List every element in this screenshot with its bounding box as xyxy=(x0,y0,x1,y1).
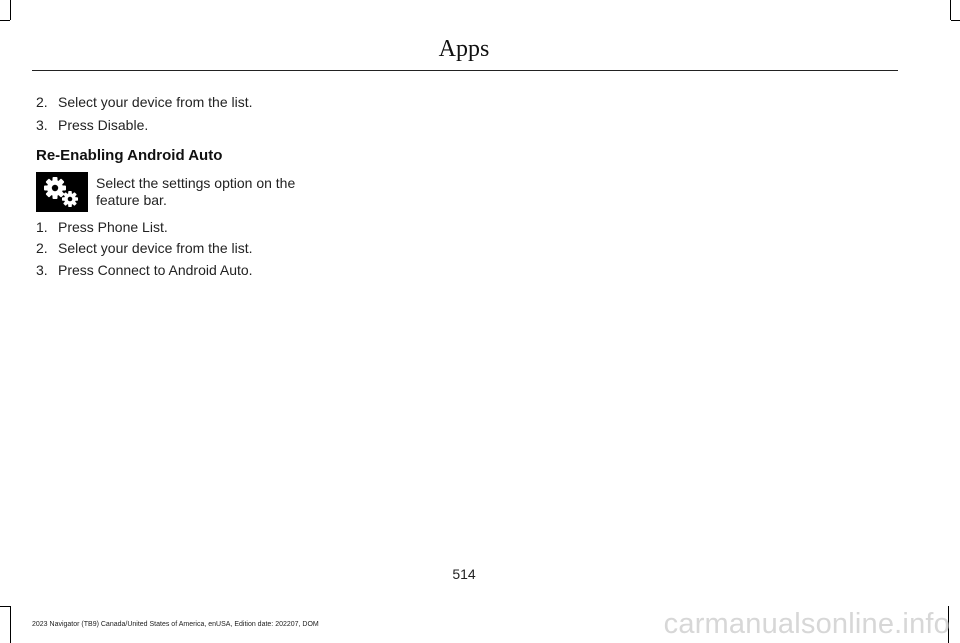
page-title: Apps xyxy=(438,36,490,62)
step-number: 3. xyxy=(36,117,48,133)
step-number: 3. xyxy=(36,262,48,278)
step-text: Press Phone List. xyxy=(58,219,168,235)
list-item xyxy=(36,219,168,235)
page-number: 514 xyxy=(452,566,476,582)
step-text: Select your device from the list. xyxy=(58,240,253,256)
section-heading: Re-Enabling Android Auto xyxy=(36,147,223,164)
crop-mark-bottom-left-v xyxy=(10,606,11,643)
crop-mark-top-left-v xyxy=(10,0,11,20)
icon-description: Select the settings option on the feature bar. xyxy=(96,175,296,208)
list-item xyxy=(36,240,253,256)
step-text: Press Disable. xyxy=(58,117,149,133)
settings-gears-icon xyxy=(36,172,88,212)
step-number: 1. xyxy=(36,219,48,235)
list-item xyxy=(36,117,148,133)
crop-mark-top-right-h xyxy=(951,20,960,21)
step-number: 2. xyxy=(36,240,48,256)
step-text: Press Connect to Android Auto. xyxy=(58,262,253,278)
crop-mark-top-left-h xyxy=(0,20,10,21)
list-item xyxy=(36,262,253,278)
watermark: carmanualsonline.info xyxy=(663,608,950,640)
footer-edition-info: 2023 Navigator (TB9) Canada/United States of America, enUSA, Edition date: 202207, DOM xyxy=(32,621,319,628)
crop-mark-top-right-v xyxy=(950,0,951,20)
crop-mark-bottom-left-h xyxy=(0,606,10,607)
list-item xyxy=(36,94,253,110)
step-text: Select your device from the list. xyxy=(58,94,253,110)
header-divider xyxy=(32,70,898,71)
step-number: 2. xyxy=(36,94,48,110)
